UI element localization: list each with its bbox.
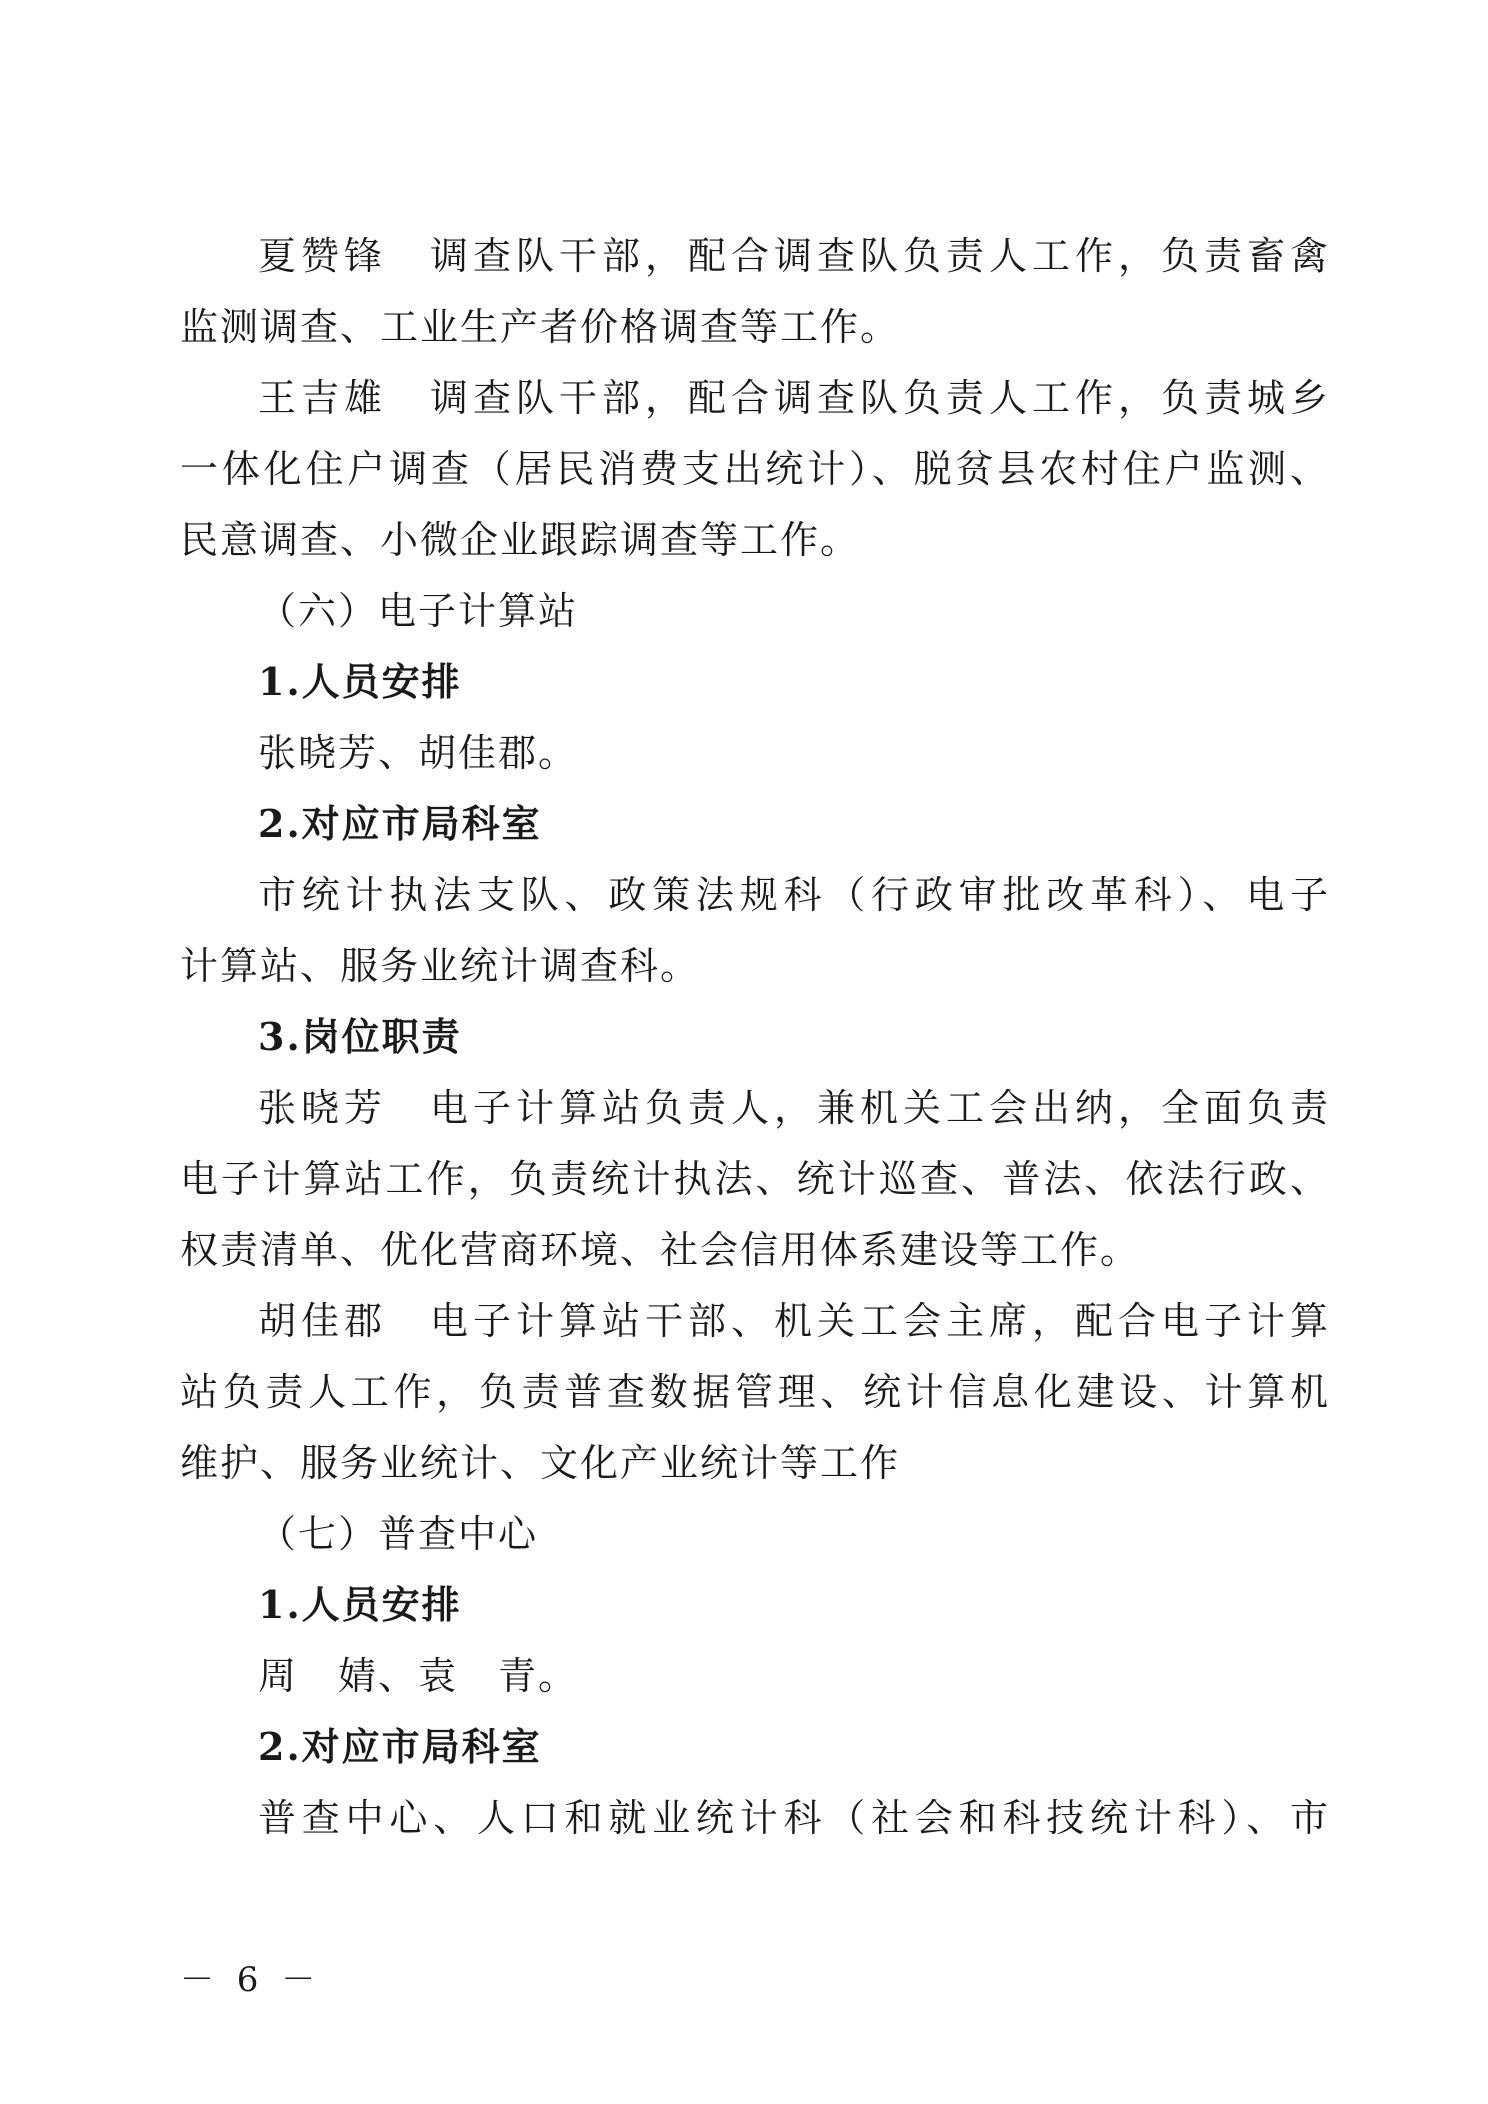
paragraph-hu-jiajun-line-2: 站负责人工作，负责普查数据管理、统计信息化建设、计算机 (180, 1370, 1330, 1414)
subheading-departments-6: 2.对应市局科室 (258, 801, 542, 846)
departments-6-line-2: 计算站、服务业统计调查科。 (180, 944, 701, 988)
paragraph-hu-jiajun-line-3: 维护、服务业统计、文化产业统计等工作 (180, 1441, 901, 1485)
subheading-duties-6: 3.岗位职责 (258, 1014, 462, 1059)
paragraph-zhang-xiaofang-line-1: 张晓芳 电子计算站负责人，兼机关工会出纳，全面负责 (258, 1086, 1330, 1130)
paragraph-xia-zanfeng-line-1: 夏赞锋 调查队干部，配合调查队负责人工作，负责畜禽 (258, 234, 1330, 278)
paragraph-zhang-xiaofang-line-2: 电子计算站工作，负责统计执法、统计巡查、普法、依法行政、 (180, 1157, 1330, 1201)
section-heading-6: （六）电子计算站 (258, 589, 579, 633)
staff-names-6: 张晓芳、胡佳郡。 (258, 731, 579, 775)
subheading-staffing-6: 1.人员安排 (258, 659, 462, 704)
paragraph-wang-jixiong-line-3: 民意调查、小微企业跟踪调查等工作。 (180, 518, 861, 562)
paragraph-xia-zanfeng-line-2: 监测调查、工业生产者价格调查等工作。 (180, 305, 901, 349)
paragraph-wang-jixiong-line-2: 一体化住户调查（居民消费支出统计）、脱贫县农村住户监测、 (180, 447, 1330, 491)
paragraph-wang-jixiong-line-1: 王吉雄 调查队干部，配合调查队负责人工作，负责城乡 (258, 376, 1330, 420)
section-heading-7: （七）普查中心 (258, 1512, 539, 1556)
subheading-staffing-7: 1.人员安排 (258, 1582, 462, 1627)
paragraph-zhang-xiaofang-line-3: 权责清单、优化营商环境、社会信用体系建设等工作。 (180, 1228, 1141, 1272)
departments-7-line-1: 普查中心、人口和就业统计科（社会和科技统计科）、市 (258, 1796, 1330, 1840)
paragraph-hu-jiajun-line-1: 胡佳郡 电子计算站干部、机关工会主席，配合电子计算 (258, 1299, 1330, 1343)
staff-names-7: 周 婧、袁 青。 (258, 1654, 579, 1698)
departments-6-line-1: 市统计执法支队、政策法规科（行政审批改革科）、电子 (258, 873, 1330, 917)
page-number: － 6 － (180, 1960, 322, 2000)
subheading-departments-7: 2.对应市局科室 (258, 1724, 542, 1769)
